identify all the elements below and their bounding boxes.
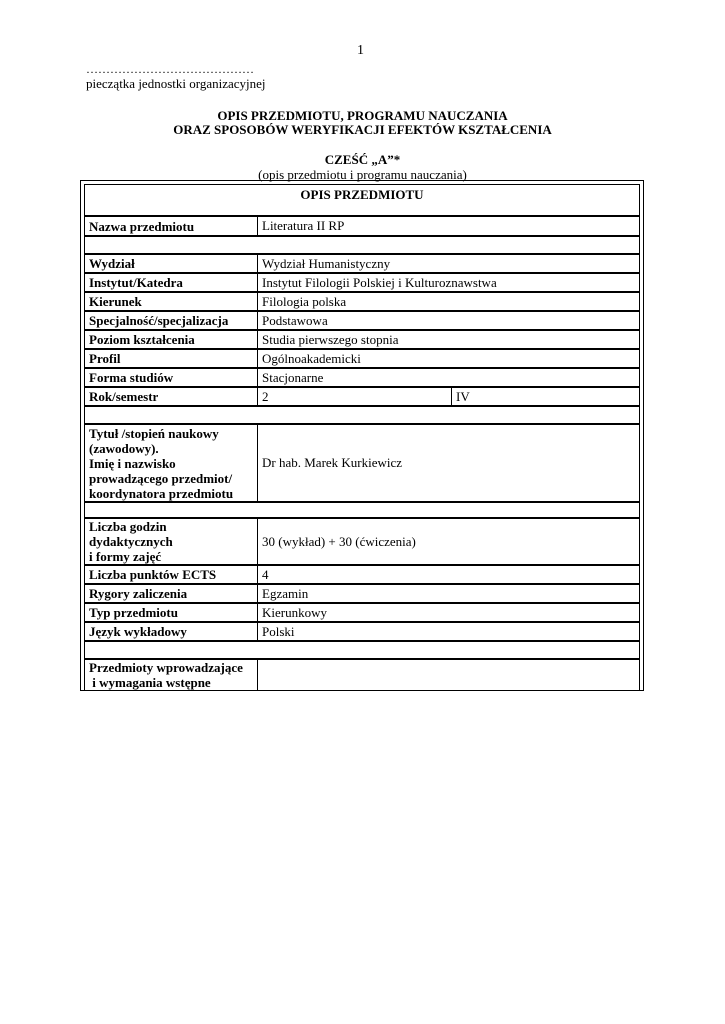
table-row-level — [84, 330, 640, 349]
hours-value: 30 (wykład) + 30 (ćwiczenia) — [257, 519, 639, 564]
table-header-row — [84, 184, 640, 216]
form-value: Stacjonarne — [257, 369, 639, 386]
institute-value: Instytut Filologii Polskiej i Kulturoznawstwa — [257, 274, 639, 291]
table-spacer-row — [84, 641, 640, 659]
table-row-prerequisites — [84, 659, 640, 691]
table-row-coordinator — [84, 424, 640, 502]
coordinator-label-line: Imię i nazwisko — [89, 455, 176, 471]
coordinator-label-line: koordynatora przedmiotu — [89, 485, 234, 501]
course-name-value: Literatura II RP — [257, 217, 639, 235]
table-row-year-semester — [84, 387, 640, 406]
coordinator-label-line: (zawodowy). — [89, 440, 159, 456]
level-label: Poziom kształcenia — [89, 332, 195, 347]
year-semester-label: Rok/semestr — [89, 389, 159, 404]
table-row-institute — [84, 273, 640, 292]
course-name-label: Nazwa przedmiotu — [89, 218, 195, 234]
prerequisites-label-line: i wymagania wstępne — [89, 675, 211, 690]
stamp-dotted-line: …………………………………… — [86, 62, 254, 76]
hours-label — [85, 519, 257, 564]
faculty-value: Wydział Humanistyczny — [257, 255, 639, 272]
language-value: Polski — [257, 623, 639, 640]
table-row-specialization — [84, 311, 640, 330]
table-row-type — [84, 603, 640, 622]
type-label: Typ przedmiotu — [89, 605, 178, 620]
specialization-label: Specjalność/specjalizacja — [89, 313, 229, 328]
coordinator-label-line: prowadzącego przedmiot/ — [89, 470, 233, 486]
ects-label: Liczba punktów ECTS — [89, 567, 217, 582]
part-subheading: (opis przedmiotu i programu nauczania) — [258, 167, 467, 182]
ects-value: 4 — [257, 566, 639, 583]
specialization-value: Podstawowa — [257, 312, 639, 329]
hours-label-line: i formy zajęć — [89, 549, 162, 564]
field-value: Filologia polska — [257, 293, 639, 310]
table-row-course-name — [84, 216, 640, 236]
institute-label: Instytut/Katedra — [89, 275, 183, 290]
table-row-ects — [84, 565, 640, 584]
table-row-field — [84, 292, 640, 311]
coordinator-label-line: Tytuł /stopień naukowy — [89, 425, 219, 441]
type-value: Kierunkowy — [257, 604, 639, 621]
document-title-line1: OPIS PRZEDMIOTU, PROGRAMU NAUCZANIA — [217, 108, 508, 123]
field-label: Kierunek — [89, 294, 142, 309]
stamp-label: pieczątka jednostki organizacyjnej — [86, 76, 266, 91]
table-spacer-row — [84, 236, 640, 254]
profile-label: Profil — [89, 351, 121, 366]
level-value: Studia pierwszego stopnia — [257, 331, 639, 348]
profile-value: Ogólnoakademicki — [257, 350, 639, 367]
table-row-faculty — [84, 254, 640, 273]
table-row-assessment — [84, 584, 640, 603]
assessment-label: Rygory zaliczenia — [89, 586, 188, 601]
table-spacer-row — [84, 406, 640, 424]
hours-label-line: Liczba godzin — [89, 519, 167, 534]
assessment-value: Egzamin — [257, 585, 639, 602]
table-header: OPIS PRZEDMIOTU — [300, 187, 424, 202]
coordinator-label — [85, 425, 257, 501]
faculty-label: Wydział — [89, 256, 135, 271]
hours-label-line: dydaktycznych — [89, 534, 173, 549]
table-row-form — [84, 368, 640, 387]
prerequisites-label — [85, 660, 257, 690]
year-value: 2 — [257, 388, 451, 405]
table-spacer-row — [84, 502, 640, 518]
document-title-line2: ORAZ SPOSOBÓW WERYFIKACJI EFEKTÓW KSZTAŁCENIA — [173, 122, 552, 137]
coordinator-value: Dr hab. Marek Kurkiewicz — [257, 425, 639, 501]
language-label: Język wykładowy — [89, 624, 187, 639]
table-row-language — [84, 622, 640, 641]
form-label: Forma studiów — [89, 370, 174, 385]
prerequisites-value — [257, 660, 639, 690]
semester-value: IV — [451, 388, 639, 405]
page-number: 1 — [357, 43, 364, 58]
table-row-hours — [84, 518, 640, 565]
table-row-profile — [84, 349, 640, 368]
part-heading: CZEŚĆ „A”* — [324, 152, 401, 167]
prerequisites-label-line: Przedmioty wprowadzające — [89, 660, 243, 675]
